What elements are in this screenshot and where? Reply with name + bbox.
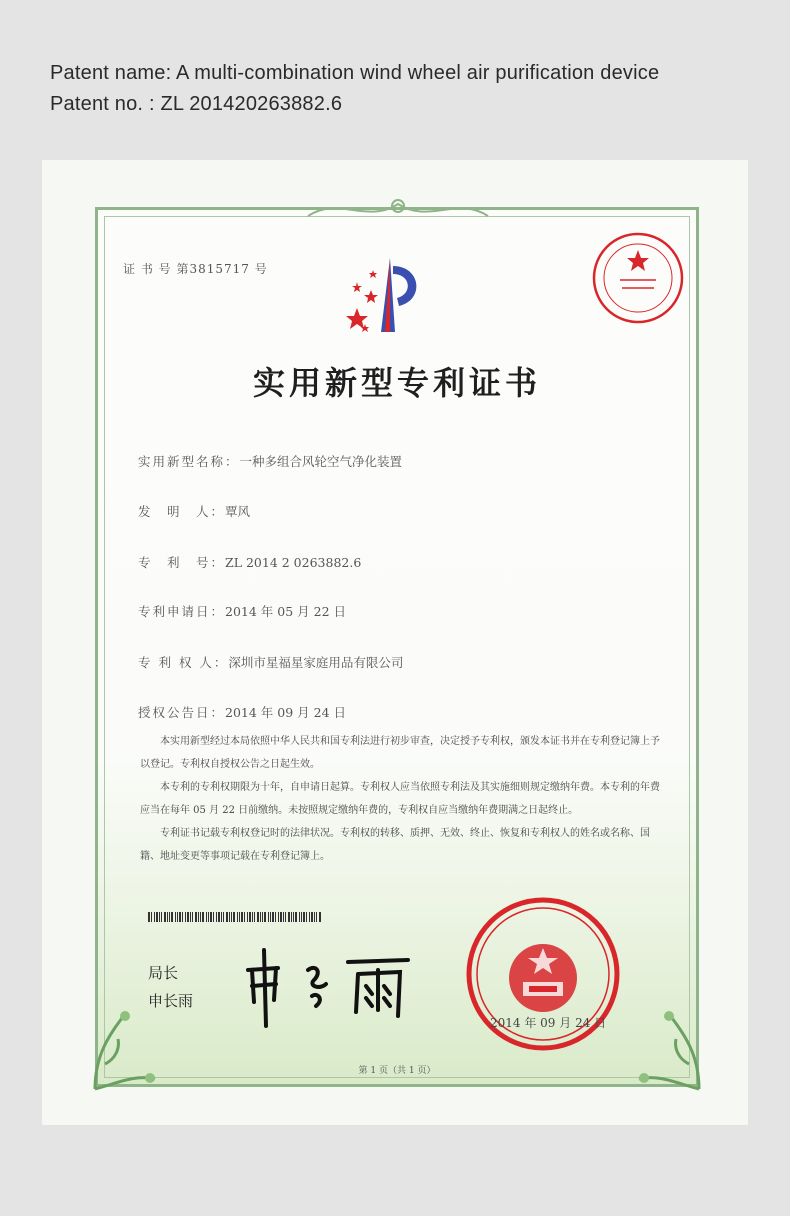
director-name: 申长雨 [148, 992, 194, 1010]
agency-seal [590, 230, 686, 326]
field-label: 专 利 号： [138, 555, 226, 570]
certificate-title: 实用新型专利证书 [252, 364, 541, 402]
page-number: 第 1 页（共 1 页） [358, 1066, 436, 1076]
field-label: 实用新型名称： [138, 454, 240, 469]
statement-paragraph: 本专利的专利权期限为十年，自申请日起算。专利权人应当依照专利法及其实施细则规定缴纳年费。本专利的年费应当在每年 05 月 22 日前缴纳。未按照规定缴纳年费的，专利权自应当缴纳年费期满之日起终止。 [140, 782, 660, 816]
corner-ornament-left [90, 1004, 160, 1094]
field-value: 一种多组合风轮空气净化装置 [239, 454, 403, 469]
patent-name-caption: Patent name: A multi-combination wind wheel air purification device [50, 62, 660, 84]
statement-paragraph: 专利证书记载专利权登记时的法律状况。专利权的转移、质押、无效、终止、恢复和专利权人的姓名或名称、国籍、地址变更等事项记载在专利登记簿上。 [140, 828, 650, 862]
field-label: 发 明 人： [138, 504, 226, 519]
field-application-date [138, 602, 346, 620]
top-flourish-ornament [298, 196, 498, 224]
field-value: 2014 年 05 月 22 日 [225, 604, 347, 619]
patent-certificate [95, 207, 699, 1087]
barcode [148, 912, 322, 922]
director-title: 局长 [148, 964, 179, 982]
patent-number-caption: Patent no. : ZL 201420263882.6 [50, 93, 343, 115]
field-label: 专利申请日： [138, 604, 226, 619]
director-signature [238, 940, 428, 1030]
statement-paragraph: 本实用新型经过本局依照中华人民共和国专利法进行初步审查，决定授予专利权，颁发本证书并在专利登记簿上予以登记。专利权自授权公告之日起生效。 [140, 736, 660, 770]
corner-ornament-right [634, 1004, 704, 1094]
field-value: ZL 2014 2 0263882.6 [225, 555, 362, 570]
patent-office-logo [343, 252, 433, 342]
field-patentee [138, 653, 403, 671]
field-value: 深圳市星福星家庭用品有限公司 [228, 655, 404, 670]
field-label: 授权公告日： [138, 705, 226, 720]
field-grant-date [138, 703, 346, 721]
seal-date: 2014 年 09 月 24 日 [490, 1016, 607, 1030]
field-label: 专 利 权 人： [138, 655, 229, 670]
certificate-number: 证 书 号 第3815717 号 [123, 262, 268, 276]
field-patent-number [138, 553, 361, 571]
field-utility-model-name [138, 452, 402, 470]
field-value: 覃风 [225, 504, 251, 519]
field-inventor [138, 502, 250, 520]
field-value: 2014 年 09 月 24 日 [225, 705, 347, 720]
